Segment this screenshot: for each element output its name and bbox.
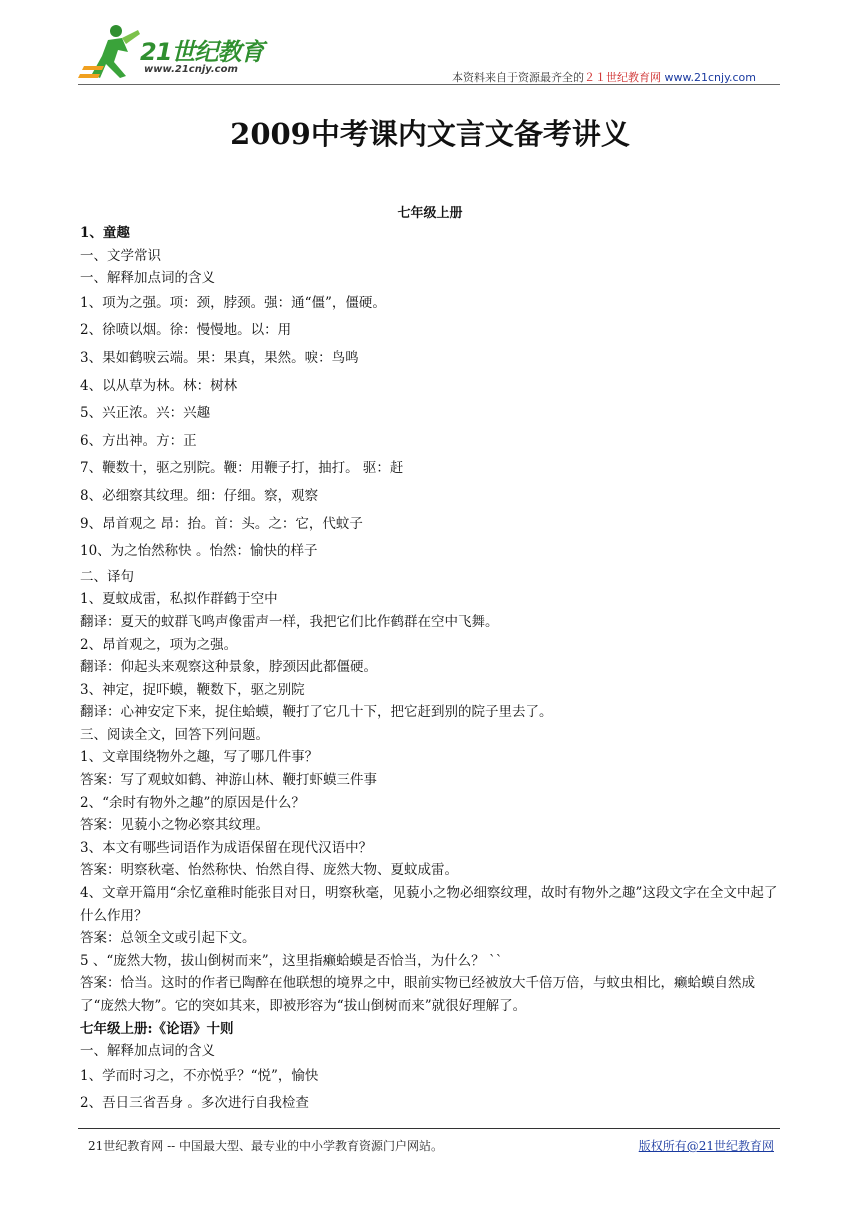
text-line: 1、童趣 bbox=[80, 225, 130, 241]
runner-logo-icon bbox=[78, 22, 148, 82]
text-line: 3、神定，捉吓蟆，鞭数下，驱之别院 bbox=[80, 681, 305, 698]
footer-note: 21世纪教育网 -- 中国最大型、最专业的中小学教育资源门户网站。 bbox=[88, 1139, 444, 1153]
text-line: 1、项为之强。项：颈，脖颈。强：通“僵”，僵硬。 bbox=[80, 294, 386, 311]
text-line: 3、果如鹤唳云端。果：果真，果然。唳：鸟鸣 bbox=[80, 349, 359, 366]
section-subtitle: 七年级上册 bbox=[397, 206, 463, 221]
header-note-site[interactable]: ２１世纪教育网 bbox=[584, 71, 662, 84]
text-line: 1、文章围绕物外之趣，写了哪几件事？ bbox=[80, 749, 319, 766]
text-line: 翻译：仰起头来观察这种景象，脖颈因此都僵硬。 bbox=[80, 659, 377, 676]
text-line: 三、阅读全文，回答下列问题。 bbox=[80, 726, 269, 743]
text-line: 1、夏蚊成雷，私拟作群鹤于空中 bbox=[80, 591, 278, 608]
page-header bbox=[78, 22, 780, 84]
text-line: 10、为之怡然称快 。怡然：愉快的样子 bbox=[80, 543, 318, 560]
text-line: 4、文章开篇用“余忆童稚时能张目对日，明察秋毫，见藐小之物必细察纹理，故时有物外之趣”这段文字在全文中起了什么作用？ bbox=[80, 885, 778, 924]
text-line: 答案：明察秋毫、怡然称快、怡然自得、庞然大物、夏蚊成雷。 bbox=[80, 862, 458, 879]
logo-text: 21世纪教育 bbox=[140, 38, 264, 66]
header-divider bbox=[78, 84, 780, 85]
text-line: 2、昂首观之，项为之强。 bbox=[80, 636, 238, 653]
text-line: 7、鞭数十，驱之别院。鞭：用鞭子打，抽打。 驱：赶 bbox=[80, 460, 404, 477]
text-line: 6、方出神。方：正 bbox=[80, 432, 197, 449]
text-line: 9、昂首观之 昂：抬。首：头。之：它，代蚊子 bbox=[80, 515, 363, 532]
text-line: 4、以从草为林。林：树林 bbox=[80, 377, 238, 394]
text-line: 5 、“庞然大物，拔山倒树而来”，这里指癞蛤蟆是否恰当，为什么？ `` bbox=[80, 952, 503, 969]
document-body bbox=[80, 222, 786, 1118]
document-title: 2009中考课内文言文备考讲义 bbox=[230, 117, 630, 151]
text-line: 2、“余时有物外之趣”的原因是什么？ bbox=[80, 794, 305, 811]
text-line: 答案：总领全文或引起下文。 bbox=[80, 930, 256, 947]
text-line: 8、必细察其纹理。细：仔细。察，观察 bbox=[80, 487, 319, 504]
header-note bbox=[452, 69, 756, 85]
text-line: 翻译：心神安定下来，捉住蛤蟆，鞭打了它几十下，把它赶到别的院子里去了。 bbox=[80, 704, 553, 721]
text-line: 答案：见藐小之物必察其纹理。 bbox=[80, 817, 269, 834]
text-line: 翻译：夏天的蚊群飞鸣声像雷声一样，我把它们比作鹤群在空中飞舞。 bbox=[80, 613, 499, 630]
text-line: 3、本文有哪些词语作为成语保留在现代汉语中？ bbox=[80, 839, 373, 856]
site-logo[interactable] bbox=[78, 22, 288, 84]
text-line: 2、徐喷以烟。徐：慢慢地。以：用 bbox=[80, 322, 292, 339]
text-line: 1、学而时习之，不亦悦乎？“悦”，愉快 bbox=[80, 1067, 319, 1084]
text-line: 二、译句 bbox=[80, 568, 134, 585]
text-line: 一、解释加点词的含义 bbox=[80, 270, 215, 287]
text-line: 一、文学常识 bbox=[80, 247, 161, 264]
text-line: 答案：恰当。这时的作者已陶醉在他联想的境界之中，眼前实物已经被放大千倍万倍，与蚊虫相比，癞蛤蟆自然成了“庞然大物”。它的突如其来，即被形容为“拔山倒树而来”就很好理解了。 bbox=[80, 975, 755, 1014]
text-line: 2、吾日三省吾身 。多次进行自我检查 bbox=[80, 1095, 309, 1112]
logo-url: www.21cnjy.com bbox=[144, 64, 238, 75]
footer-divider bbox=[78, 1128, 780, 1129]
text-line: 一、解释加点词的含义 bbox=[80, 1043, 215, 1060]
text-line: 答案：写了观蚊如鹤、神游山林、鞭打虾蟆三件事 bbox=[80, 772, 377, 789]
text-line: 七年级上册:《论语》十则 bbox=[80, 1020, 234, 1037]
copyright-link[interactable]: 版权所有@21世纪教育网 bbox=[638, 1139, 774, 1153]
text-line: 5、兴正浓。兴：兴趣 bbox=[80, 405, 211, 422]
header-note-prefix: 本资料来自于资源最齐全的 bbox=[452, 71, 585, 84]
header-note-url[interactable]: www.21cnjy.com bbox=[664, 71, 756, 84]
